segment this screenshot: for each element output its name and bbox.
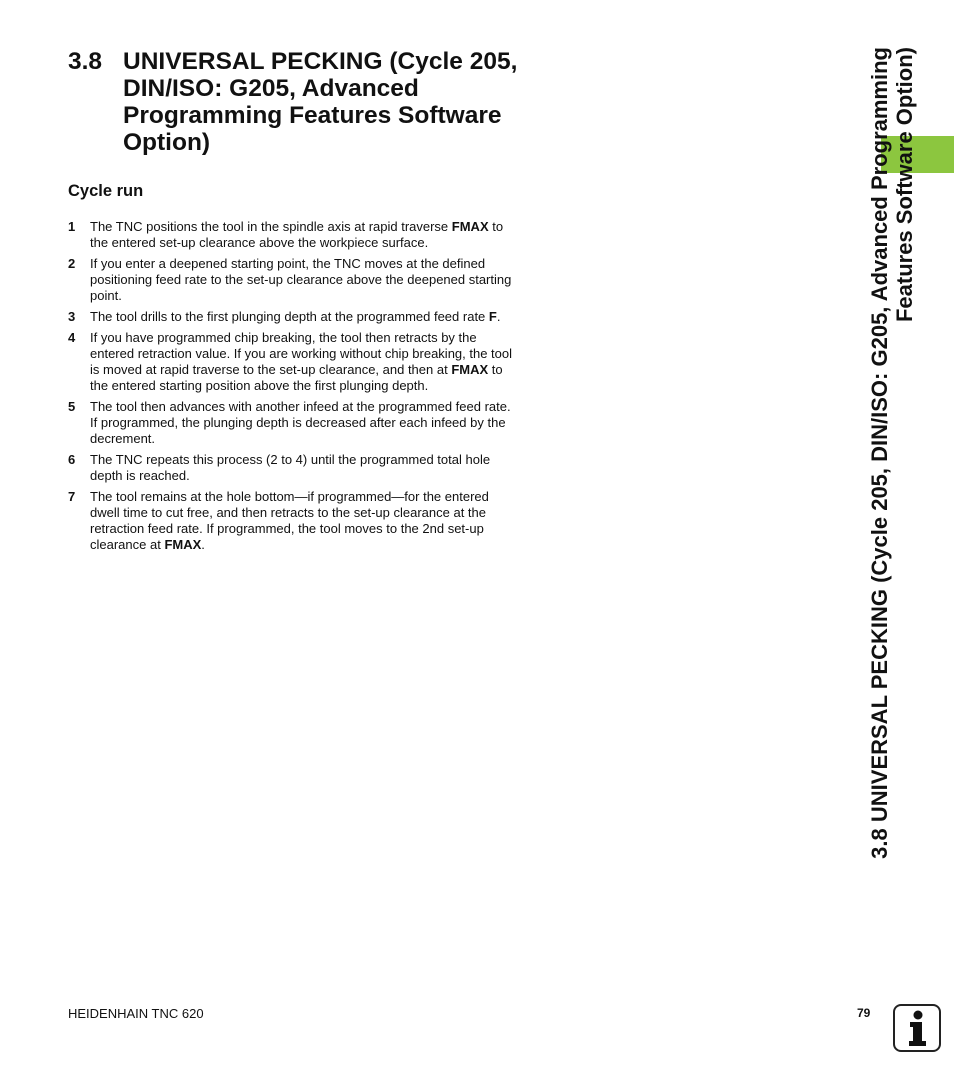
step-number: 4	[68, 330, 76, 345]
step-text-run: .	[201, 537, 205, 552]
step-text-run: If you have programmed chip breaking, the tool then retracts by the entered retraction value. If you are working without chip breaking, the tool is moved at rapid traverse to the set-up clearance, and then at	[90, 330, 513, 377]
running-header-line-2: Features Software Option)	[892, 47, 917, 323]
step-text-run: to the entered set-up clearance above the workpiece surface.	[90, 219, 504, 250]
step-keyword: FMAX	[164, 537, 202, 552]
subsection-title: Cycle run	[68, 182, 144, 200]
step-item	[68, 256, 513, 304]
steps-list	[68, 219, 513, 558]
footer-product-name: HEIDENHAIN TNC 620	[68, 1006, 204, 1021]
step-text	[90, 330, 513, 394]
step-text-run: The tool then advances with another infeed at the programmed feed rate. If programmed, the plunging depth is decreased after each infeed by the decrement.	[90, 399, 511, 446]
step-text-run: If you enter a deepened starting point, the TNC moves at the defined positioning feed rate to the set-up clearance above the deepened starting point.	[90, 256, 512, 303]
step-item	[68, 452, 513, 484]
step-item	[68, 219, 513, 251]
step-text	[90, 256, 513, 304]
step-keyword: FMAX	[451, 219, 489, 234]
step-text-run: The TNC repeats this process (2 to 4) until the programmed total hole depth is reached.	[90, 452, 491, 483]
step-item	[68, 330, 513, 394]
step-text-run: .	[496, 309, 501, 324]
step-item	[68, 489, 513, 553]
page-number: 79	[857, 1006, 871, 1020]
step-keyword: F	[488, 309, 497, 324]
step-item	[68, 399, 513, 447]
step-keyword: FMAX	[451, 362, 489, 377]
step-text-run: to the entered starting position above the first plunging depth.	[90, 362, 503, 393]
step-number: 1	[68, 219, 76, 234]
info-icon	[893, 1004, 941, 1052]
step-text	[90, 219, 513, 251]
step-text-run: The TNC positions the tool in the spindle axis at rapid traverse	[90, 219, 452, 234]
step-number: 3	[68, 309, 76, 324]
section-heading	[68, 48, 528, 156]
running-header-vertical	[867, 47, 917, 992]
step-text	[90, 452, 513, 484]
step-text-run: The tool drills to the first plunging depth at the programmed feed rate	[90, 309, 489, 324]
step-number: 2	[68, 256, 76, 271]
step-text-run: The tool remains at the hole bottom—if programmed—for the entered dwell time to cut free, and then retracts to the set-up clearance at the retraction feed rate. If programmed, the tool moves to the 2nd set-up clearance at	[90, 489, 489, 552]
step-text	[90, 489, 513, 553]
step-number: 6	[68, 452, 76, 467]
section-number: 3.8	[68, 48, 103, 75]
step-text	[90, 309, 513, 325]
step-item	[68, 309, 513, 325]
section-title: UNIVERSAL PECKING (Cycle 205, DIN/ISO: G205, Advanced Programming Features Software Option)	[123, 48, 518, 156]
running-header-line-1: 3.8 UNIVERSAL PECKING (Cycle 205, DIN/ISO: G205, Advanced Programming	[867, 47, 892, 859]
step-number: 5	[68, 399, 76, 414]
step-text	[90, 399, 513, 447]
step-number: 7	[68, 489, 76, 504]
